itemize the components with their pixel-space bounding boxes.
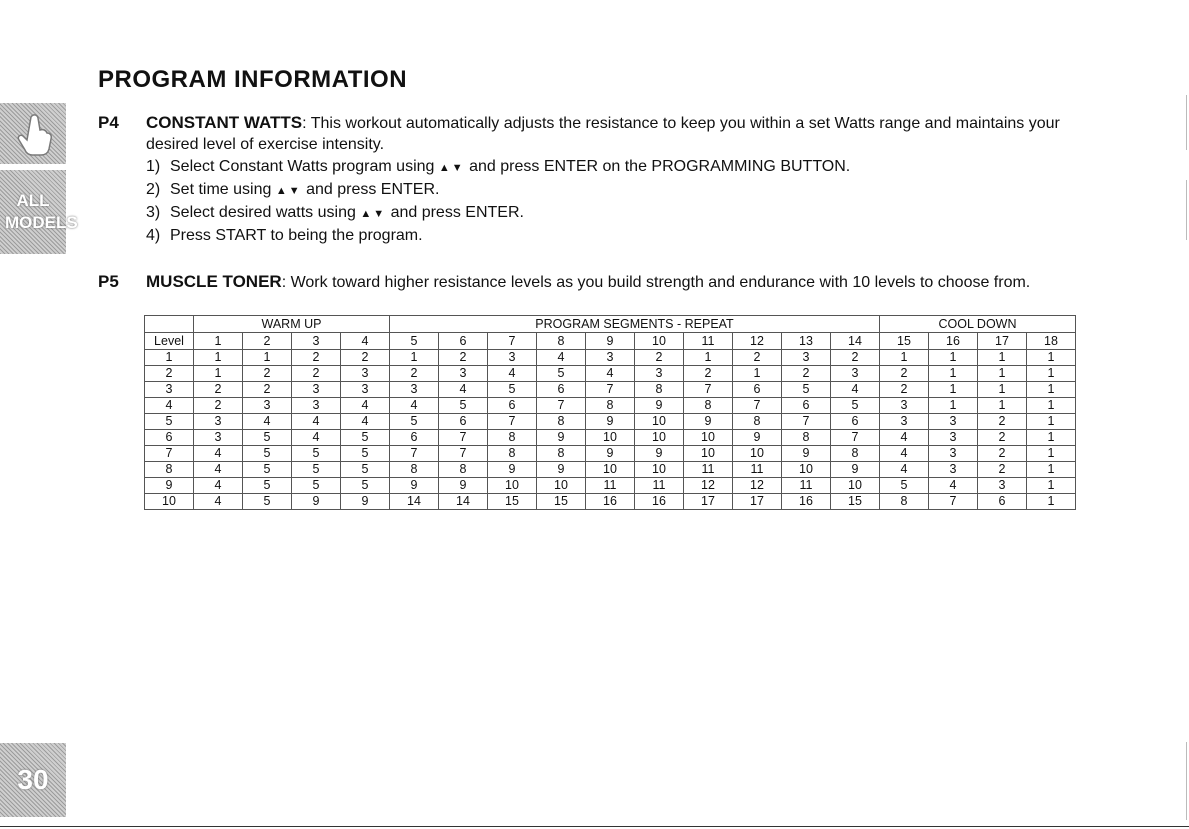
resistance-cell: 8 xyxy=(537,446,586,462)
resistance-cell: 8 xyxy=(880,494,929,510)
resistance-cell: 14 xyxy=(439,494,488,510)
resistance-cell: 8 xyxy=(586,398,635,414)
up-down-arrows-icon: ▲▼ xyxy=(360,208,387,220)
resistance-cell: 8 xyxy=(733,414,782,430)
resistance-cell: 1 xyxy=(194,366,243,382)
segment-header: 5 xyxy=(390,333,439,350)
resistance-cell: 2 xyxy=(243,366,292,382)
header-cool-down: COOL DOWN xyxy=(880,316,1076,333)
resistance-cell: 1 xyxy=(1027,478,1076,494)
resistance-cell: 1 xyxy=(978,398,1027,414)
table-row xyxy=(145,398,1076,414)
resistance-cell: 1 xyxy=(684,350,733,366)
level-cell: 9 xyxy=(145,478,194,494)
resistance-cell: 5 xyxy=(243,462,292,478)
level-cell: 5 xyxy=(145,414,194,430)
p4-step-2: 2) Set time using ▲▼ and press ENTER. xyxy=(146,181,440,198)
resistance-cell: 3 xyxy=(292,382,341,398)
program-number-p5: P5 xyxy=(98,272,119,291)
segment-header: 14 xyxy=(831,333,880,350)
resistance-cell: 2 xyxy=(782,366,831,382)
table-row xyxy=(145,462,1076,478)
resistance-cell: 10 xyxy=(488,478,537,494)
resistance-cell: 4 xyxy=(341,398,390,414)
resistance-cell: 4 xyxy=(439,382,488,398)
table-row xyxy=(145,382,1076,398)
resistance-cell: 9 xyxy=(292,494,341,510)
resistance-cell: 2 xyxy=(635,350,684,366)
resistance-cell: 5 xyxy=(782,382,831,398)
table-row xyxy=(145,414,1076,430)
resistance-cell: 8 xyxy=(390,462,439,478)
resistance-cell: 4 xyxy=(243,414,292,430)
resistance-cell: 8 xyxy=(782,430,831,446)
resistance-cell: 1 xyxy=(1027,398,1076,414)
resistance-cell: 9 xyxy=(831,462,880,478)
resistance-cell: 17 xyxy=(684,494,733,510)
edge-line-middle xyxy=(1186,180,1187,240)
p4-step-3: 3) Select desired watts using ▲▼ and press ENTER. xyxy=(146,204,524,221)
resistance-cell: 2 xyxy=(390,366,439,382)
resistance-cell: 15 xyxy=(537,494,586,510)
resistance-cell: 17 xyxy=(733,494,782,510)
resistance-cell: 8 xyxy=(831,446,880,462)
header-program-segments: PROGRAM SEGMENTS - REPEAT xyxy=(390,316,880,333)
resistance-cell: 3 xyxy=(831,366,880,382)
level-cell: 3 xyxy=(145,382,194,398)
resistance-cell: 10 xyxy=(635,414,684,430)
resistance-cell: 1 xyxy=(978,350,1027,366)
muscle-toner-table xyxy=(144,315,1076,510)
resistance-cell: 4 xyxy=(194,462,243,478)
resistance-cell: 5 xyxy=(488,382,537,398)
resistance-cell: 3 xyxy=(194,414,243,430)
resistance-cell: 9 xyxy=(390,478,439,494)
resistance-cell: 1 xyxy=(1027,382,1076,398)
resistance-cell: 2 xyxy=(194,382,243,398)
table-group-header-row xyxy=(145,316,1076,333)
resistance-cell: 2 xyxy=(292,350,341,366)
resistance-cell: 2 xyxy=(341,350,390,366)
resistance-cell: 15 xyxy=(831,494,880,510)
resistance-cell: 10 xyxy=(733,446,782,462)
resistance-cell: 14 xyxy=(390,494,439,510)
resistance-cell: 7 xyxy=(488,414,537,430)
table-header-blank xyxy=(145,316,194,333)
segment-header: 7 xyxy=(488,333,537,350)
resistance-cell: 11 xyxy=(586,478,635,494)
resistance-cell: 3 xyxy=(243,398,292,414)
resistance-cell: 8 xyxy=(488,446,537,462)
p4-description: : This workout automatically adjusts the resistance to keep you within a set Watts range and maintains your desired level of exercise intensity. xyxy=(146,115,1060,153)
level-cell: 6 xyxy=(145,430,194,446)
edge-line-upper xyxy=(1186,95,1187,150)
resistance-cell: 5 xyxy=(537,366,586,382)
bottom-rule xyxy=(0,826,1189,827)
resistance-cell: 5 xyxy=(390,414,439,430)
resistance-cell: 10 xyxy=(537,478,586,494)
resistance-cell: 2 xyxy=(880,382,929,398)
resistance-cell: 1 xyxy=(194,350,243,366)
resistance-cell: 8 xyxy=(635,382,684,398)
resistance-cell: 7 xyxy=(537,398,586,414)
resistance-cell: 2 xyxy=(292,366,341,382)
resistance-cell: 10 xyxy=(586,430,635,446)
resistance-cell: 12 xyxy=(733,478,782,494)
resistance-cell: 6 xyxy=(390,430,439,446)
resistance-cell: 7 xyxy=(439,430,488,446)
resistance-cell: 1 xyxy=(929,350,978,366)
resistance-cell: 2 xyxy=(194,398,243,414)
resistance-cell: 4 xyxy=(194,446,243,462)
resistance-cell: 5 xyxy=(439,398,488,414)
resistance-cell: 2 xyxy=(831,350,880,366)
segment-header: 3 xyxy=(292,333,341,350)
level-cell: 8 xyxy=(145,462,194,478)
resistance-cell: 4 xyxy=(292,430,341,446)
resistance-cell: 4 xyxy=(831,382,880,398)
segment-header: 15 xyxy=(880,333,929,350)
resistance-cell: 5 xyxy=(880,478,929,494)
resistance-cell: 4 xyxy=(586,366,635,382)
resistance-cell: 2 xyxy=(978,446,1027,462)
resistance-cell: 6 xyxy=(831,414,880,430)
p5-description: : Work toward higher resistance levels as you build strength and endurance with 10 levels to choose from. xyxy=(281,274,1031,291)
resistance-cell: 7 xyxy=(390,446,439,462)
resistance-cell: 7 xyxy=(684,382,733,398)
segment-header: 11 xyxy=(684,333,733,350)
page-number: 30 xyxy=(17,764,49,795)
resistance-cell: 6 xyxy=(978,494,1027,510)
table-row xyxy=(145,350,1076,366)
resistance-cell: 3 xyxy=(782,350,831,366)
resistance-cell: 2 xyxy=(978,462,1027,478)
resistance-cell: 10 xyxy=(635,430,684,446)
resistance-cell: 9 xyxy=(586,446,635,462)
resistance-cell: 2 xyxy=(978,414,1027,430)
resistance-cell: 4 xyxy=(880,430,929,446)
resistance-cell: 7 xyxy=(586,382,635,398)
resistance-cell: 7 xyxy=(831,430,880,446)
resistance-cell: 3 xyxy=(390,382,439,398)
pointing-hand-icon xyxy=(13,111,53,157)
resistance-cell: 1 xyxy=(1027,446,1076,462)
resistance-cell: 5 xyxy=(341,430,390,446)
segment-header: 18 xyxy=(1027,333,1076,350)
resistance-cell: 11 xyxy=(782,478,831,494)
resistance-cell: 1 xyxy=(929,398,978,414)
resistance-cell: 9 xyxy=(635,446,684,462)
resistance-cell: 5 xyxy=(341,462,390,478)
resistance-cell: 1 xyxy=(929,366,978,382)
resistance-cell: 16 xyxy=(586,494,635,510)
resistance-cell: 12 xyxy=(684,478,733,494)
resistance-cell: 3 xyxy=(488,350,537,366)
resistance-cell: 10 xyxy=(684,430,733,446)
resistance-cell: 10 xyxy=(831,478,880,494)
segment-header: 13 xyxy=(782,333,831,350)
segment-header: 17 xyxy=(978,333,1027,350)
header-warm-up: WARM UP xyxy=(194,316,390,333)
resistance-cell: 1 xyxy=(978,366,1027,382)
resistance-cell: 9 xyxy=(684,414,733,430)
resistance-cell: 3 xyxy=(341,366,390,382)
level-cell: 10 xyxy=(145,494,194,510)
resistance-cell: 9 xyxy=(341,494,390,510)
resistance-cell: 1 xyxy=(390,350,439,366)
resistance-cell: 3 xyxy=(880,398,929,414)
resistance-cell: 5 xyxy=(243,494,292,510)
p5-body xyxy=(146,271,1166,293)
resistance-cell: 3 xyxy=(929,446,978,462)
resistance-cell: 2 xyxy=(978,430,1027,446)
resistance-cell: 11 xyxy=(635,478,684,494)
resistance-cell: 11 xyxy=(733,462,782,478)
page-number-tab xyxy=(0,743,66,817)
segment-header: 12 xyxy=(733,333,782,350)
resistance-cell: 11 xyxy=(684,462,733,478)
resistance-cell: 1 xyxy=(1027,462,1076,478)
resistance-cell: 3 xyxy=(880,414,929,430)
resistance-cell: 8 xyxy=(537,414,586,430)
resistance-cell: 7 xyxy=(929,494,978,510)
resistance-cell: 1 xyxy=(243,350,292,366)
resistance-cell: 10 xyxy=(782,462,831,478)
resistance-cell: 4 xyxy=(488,366,537,382)
resistance-cell: 16 xyxy=(782,494,831,510)
resistance-cell: 5 xyxy=(341,446,390,462)
segment-header: 16 xyxy=(929,333,978,350)
resistance-cell: 1 xyxy=(880,350,929,366)
resistance-cell: 10 xyxy=(586,462,635,478)
resistance-cell: 9 xyxy=(733,430,782,446)
resistance-cell: 1 xyxy=(1027,430,1076,446)
resistance-cell: 5 xyxy=(243,430,292,446)
resistance-cell: 6 xyxy=(537,382,586,398)
resistance-cell: 4 xyxy=(537,350,586,366)
side-tab-all-models-label: ALL MODELS xyxy=(5,191,78,232)
resistance-cell: 3 xyxy=(341,382,390,398)
resistance-cell: 3 xyxy=(929,430,978,446)
resistance-cell: 4 xyxy=(194,478,243,494)
resistance-cell: 2 xyxy=(684,366,733,382)
resistance-cell: 3 xyxy=(929,414,978,430)
resistance-cell: 4 xyxy=(880,446,929,462)
up-down-arrows-icon: ▲▼ xyxy=(275,185,302,197)
resistance-cell: 9 xyxy=(439,478,488,494)
segment-header: 9 xyxy=(586,333,635,350)
resistance-cell: 16 xyxy=(635,494,684,510)
resistance-cell: 5 xyxy=(341,478,390,494)
segment-header: 10 xyxy=(635,333,684,350)
table-body xyxy=(145,350,1076,510)
resistance-cell: 5 xyxy=(831,398,880,414)
resistance-cell: 1 xyxy=(733,366,782,382)
resistance-cell: 3 xyxy=(292,398,341,414)
resistance-cell: 3 xyxy=(929,462,978,478)
page-title: PROGRAM INFORMATION xyxy=(98,66,408,93)
resistance-cell: 4 xyxy=(341,414,390,430)
resistance-cell: 1 xyxy=(929,382,978,398)
resistance-cell: 7 xyxy=(733,398,782,414)
table-row xyxy=(145,366,1076,382)
resistance-cell: 8 xyxy=(488,430,537,446)
resistance-cell: 6 xyxy=(733,382,782,398)
resistance-cell: 6 xyxy=(782,398,831,414)
resistance-cell: 1 xyxy=(1027,494,1076,510)
resistance-cell: 5 xyxy=(292,462,341,478)
p4-step-1: 1) Select Constant Watts program using ▲▼ and press ENTER on the PROGRAMMING BUTTON. xyxy=(146,158,851,175)
resistance-cell: 1 xyxy=(978,382,1027,398)
p4-steps xyxy=(146,156,1106,246)
header-level: Level xyxy=(145,333,194,350)
table-row xyxy=(145,494,1076,510)
resistance-cell: 7 xyxy=(439,446,488,462)
p4-title: CONSTANT WATTS xyxy=(146,113,303,132)
segment-header: 1 xyxy=(194,333,243,350)
table-segment-header-row xyxy=(145,333,1076,350)
segment-header: 2 xyxy=(243,333,292,350)
p4-step-4: 4) Press START to being the program. xyxy=(146,227,423,244)
resistance-cell: 3 xyxy=(978,478,1027,494)
resistance-cell: 3 xyxy=(635,366,684,382)
side-tab-all-models[interactable] xyxy=(0,170,78,254)
program-number-p4: P4 xyxy=(98,113,119,132)
resistance-cell: 4 xyxy=(194,494,243,510)
resistance-cell: 2 xyxy=(880,366,929,382)
resistance-cell: 1 xyxy=(1027,350,1076,366)
resistance-cell: 4 xyxy=(292,414,341,430)
resistance-cell: 3 xyxy=(194,430,243,446)
resistance-cell: 5 xyxy=(243,478,292,494)
resistance-cell: 10 xyxy=(684,446,733,462)
resistance-cell: 4 xyxy=(929,478,978,494)
p4-body xyxy=(146,112,1106,246)
level-cell: 1 xyxy=(145,350,194,366)
table-row xyxy=(145,478,1076,494)
resistance-cell: 4 xyxy=(880,462,929,478)
side-tab-hand[interactable] xyxy=(0,103,66,164)
resistance-cell: 1 xyxy=(1027,414,1076,430)
resistance-cell: 8 xyxy=(439,462,488,478)
resistance-cell: 9 xyxy=(488,462,537,478)
resistance-cell: 2 xyxy=(243,382,292,398)
resistance-cell: 15 xyxy=(488,494,537,510)
table-row xyxy=(145,446,1076,462)
resistance-cell: 2 xyxy=(733,350,782,366)
resistance-cell: 1 xyxy=(1027,366,1076,382)
resistance-cell: 9 xyxy=(537,430,586,446)
up-down-arrows-icon: ▲▼ xyxy=(438,162,465,174)
resistance-cell: 2 xyxy=(439,350,488,366)
level-cell: 4 xyxy=(145,398,194,414)
resistance-cell: 6 xyxy=(488,398,537,414)
resistance-cell: 9 xyxy=(586,414,635,430)
edge-line-lower xyxy=(1186,742,1187,820)
resistance-cell: 5 xyxy=(243,446,292,462)
resistance-cell: 3 xyxy=(439,366,488,382)
level-cell: 2 xyxy=(145,366,194,382)
resistance-cell: 5 xyxy=(292,478,341,494)
resistance-cell: 5 xyxy=(292,446,341,462)
resistance-cell: 9 xyxy=(782,446,831,462)
level-cell: 7 xyxy=(145,446,194,462)
resistance-cell: 8 xyxy=(684,398,733,414)
segment-header: 4 xyxy=(341,333,390,350)
resistance-cell: 10 xyxy=(635,462,684,478)
resistance-cell: 7 xyxy=(782,414,831,430)
p5-title: MUSCLE TONER xyxy=(146,272,282,291)
resistance-cell: 9 xyxy=(635,398,684,414)
segment-header: 8 xyxy=(537,333,586,350)
table-row xyxy=(145,430,1076,446)
resistance-cell: 9 xyxy=(537,462,586,478)
resistance-cell: 6 xyxy=(439,414,488,430)
resistance-cell: 3 xyxy=(586,350,635,366)
segment-header: 6 xyxy=(439,333,488,350)
resistance-cell: 4 xyxy=(390,398,439,414)
